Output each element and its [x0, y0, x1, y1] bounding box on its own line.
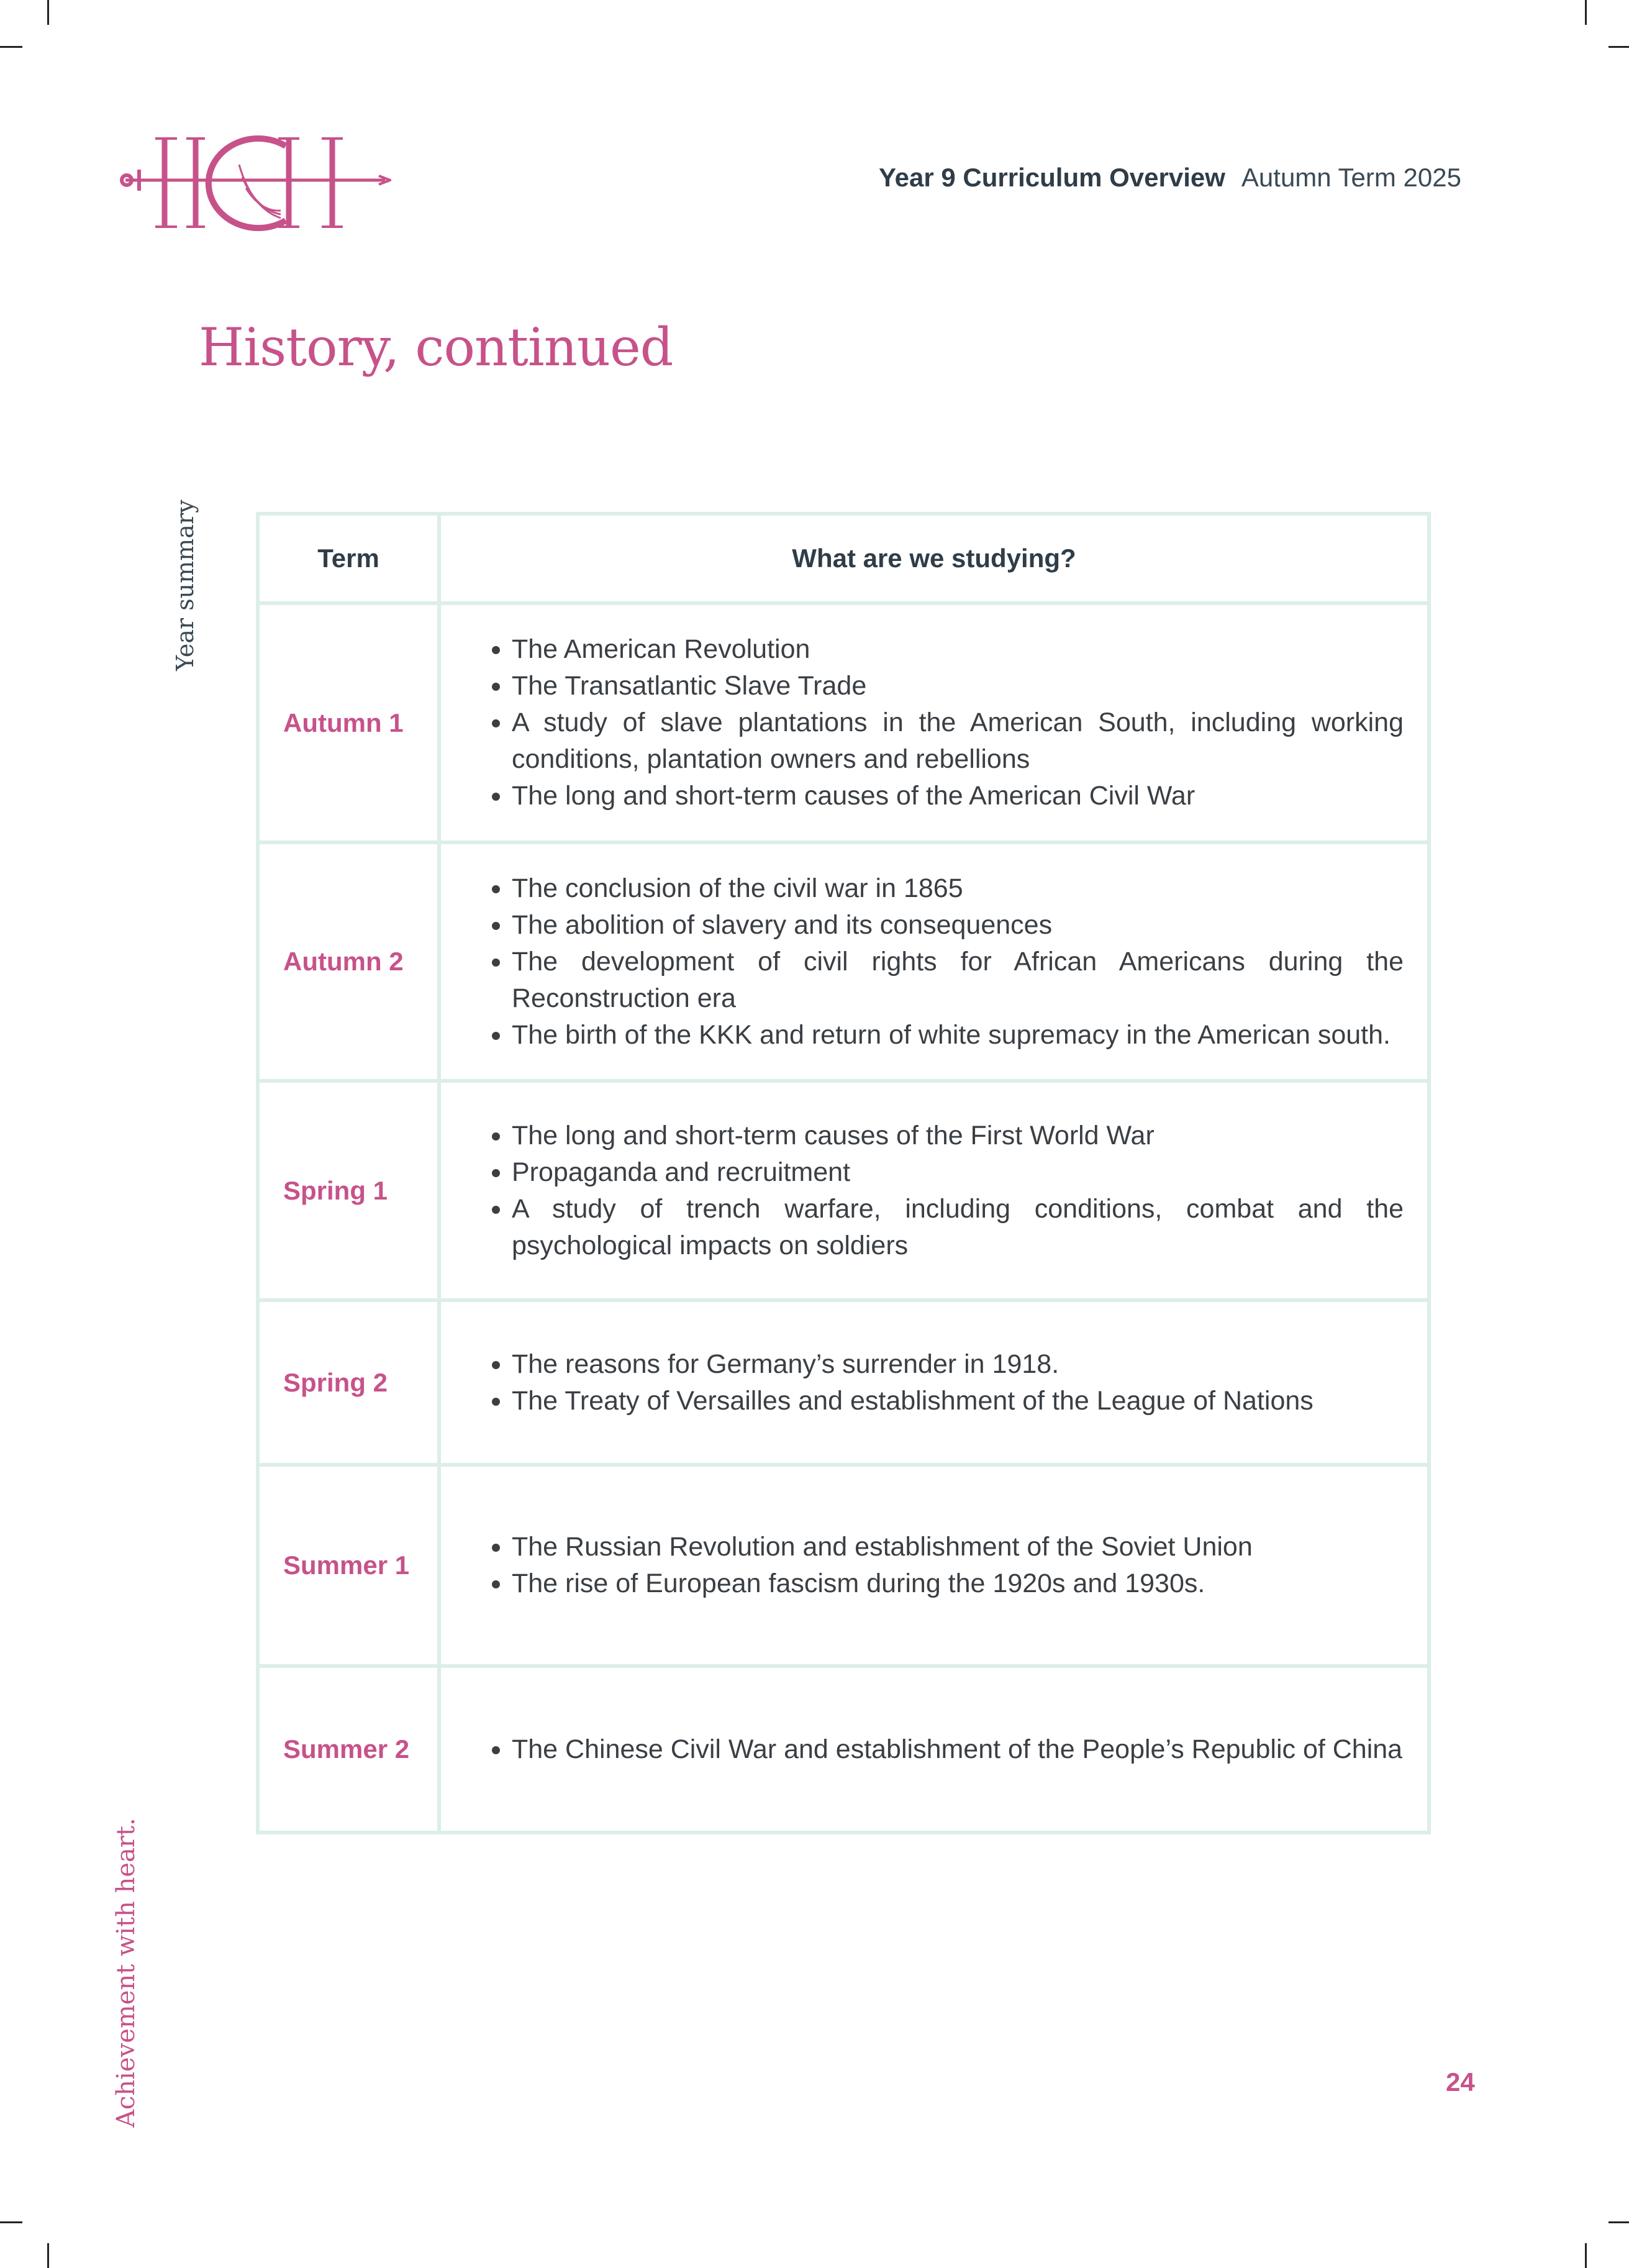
table-row — [258, 1300, 1429, 1465]
topic-item: • The long and short-term causes of the First World War — [512, 1118, 1404, 1154]
table-row — [258, 1666, 1429, 1833]
topic-item: • The conclusion of the civil war in 1865 — [512, 870, 1404, 907]
column-header-topics: What are we studying? — [439, 514, 1429, 603]
topics-cell — [439, 842, 1429, 1081]
term-cell: Autumn 1 — [258, 603, 439, 842]
term-cell: Summer 2 — [258, 1666, 439, 1833]
table-row — [258, 1081, 1429, 1300]
header-term: Autumn Term 2025 — [1241, 163, 1461, 192]
school-logo — [118, 127, 391, 236]
topics-cell — [439, 1465, 1429, 1666]
topic-item: • The Chinese Civil War and establishment of the People’s Republic of China — [512, 1731, 1404, 1768]
page-title: History, continued — [199, 317, 673, 378]
table-header-row — [258, 514, 1429, 603]
crop-mark — [1585, 2243, 1587, 2268]
crop-mark — [47, 2243, 49, 2268]
column-header-term: Term — [258, 514, 439, 603]
topic-item: • The birth of the KKK and return of white supremacy in the American south. — [512, 1017, 1404, 1054]
crop-mark — [0, 2221, 22, 2223]
page-number: 24 — [1446, 2067, 1475, 2097]
topic-item: • The Treaty of Versailles and establishment of the League of Nations — [512, 1383, 1404, 1419]
topics-cell — [439, 1300, 1429, 1465]
topic-item: • The Transatlantic Slave Trade — [512, 668, 1404, 704]
topic-item: • The rise of European fascism during the 1920s and 1930s. — [512, 1565, 1404, 1602]
curriculum-table — [256, 512, 1431, 1834]
term-cell: Summer 1 — [258, 1465, 439, 1666]
document-header — [879, 163, 1461, 193]
topics-cell — [439, 1081, 1429, 1300]
term-cell: Spring 2 — [258, 1300, 439, 1465]
crop-mark — [0, 46, 22, 48]
topic-item: • The long and short-term causes of the American Civil War — [512, 778, 1404, 814]
crop-mark — [1609, 46, 1629, 48]
table-row — [258, 842, 1429, 1081]
table-row — [258, 1465, 1429, 1666]
crop-mark — [1609, 2221, 1629, 2223]
header-title: Year 9 Curriculum Overview — [878, 163, 1225, 192]
topics-cell — [439, 1666, 1429, 1833]
side-label-motto: Achievement with heart. — [112, 1818, 140, 2128]
term-cell: Spring 1 — [258, 1081, 439, 1300]
crop-mark — [1585, 0, 1587, 25]
topic-item: • Propaganda and recruitment — [512, 1154, 1404, 1191]
topic-item: • The American Revolution — [512, 631, 1404, 668]
crop-mark — [47, 0, 49, 25]
term-cell: Autumn 2 — [258, 842, 439, 1081]
topic-item: • The development of civil rights for African Americans during the Reconstruction era — [512, 944, 1404, 1017]
topic-item: • A study of slave plantations in the American South, including working conditions, plantation owners and rebellions — [512, 704, 1404, 778]
topics-cell — [439, 603, 1429, 842]
topic-item: • The Russian Revolution and establishment of the Soviet Union — [512, 1529, 1404, 1565]
table-row — [258, 603, 1429, 842]
topic-item: • A study of trench warfare, including conditions, combat and the psychological impacts on soldiers — [512, 1191, 1404, 1264]
topic-item: • The abolition of slavery and its consequences — [512, 907, 1404, 944]
topic-item: • The reasons for Germany’s surrender in 1918. — [512, 1346, 1404, 1383]
side-label-year-summary: Year summary — [171, 499, 199, 671]
